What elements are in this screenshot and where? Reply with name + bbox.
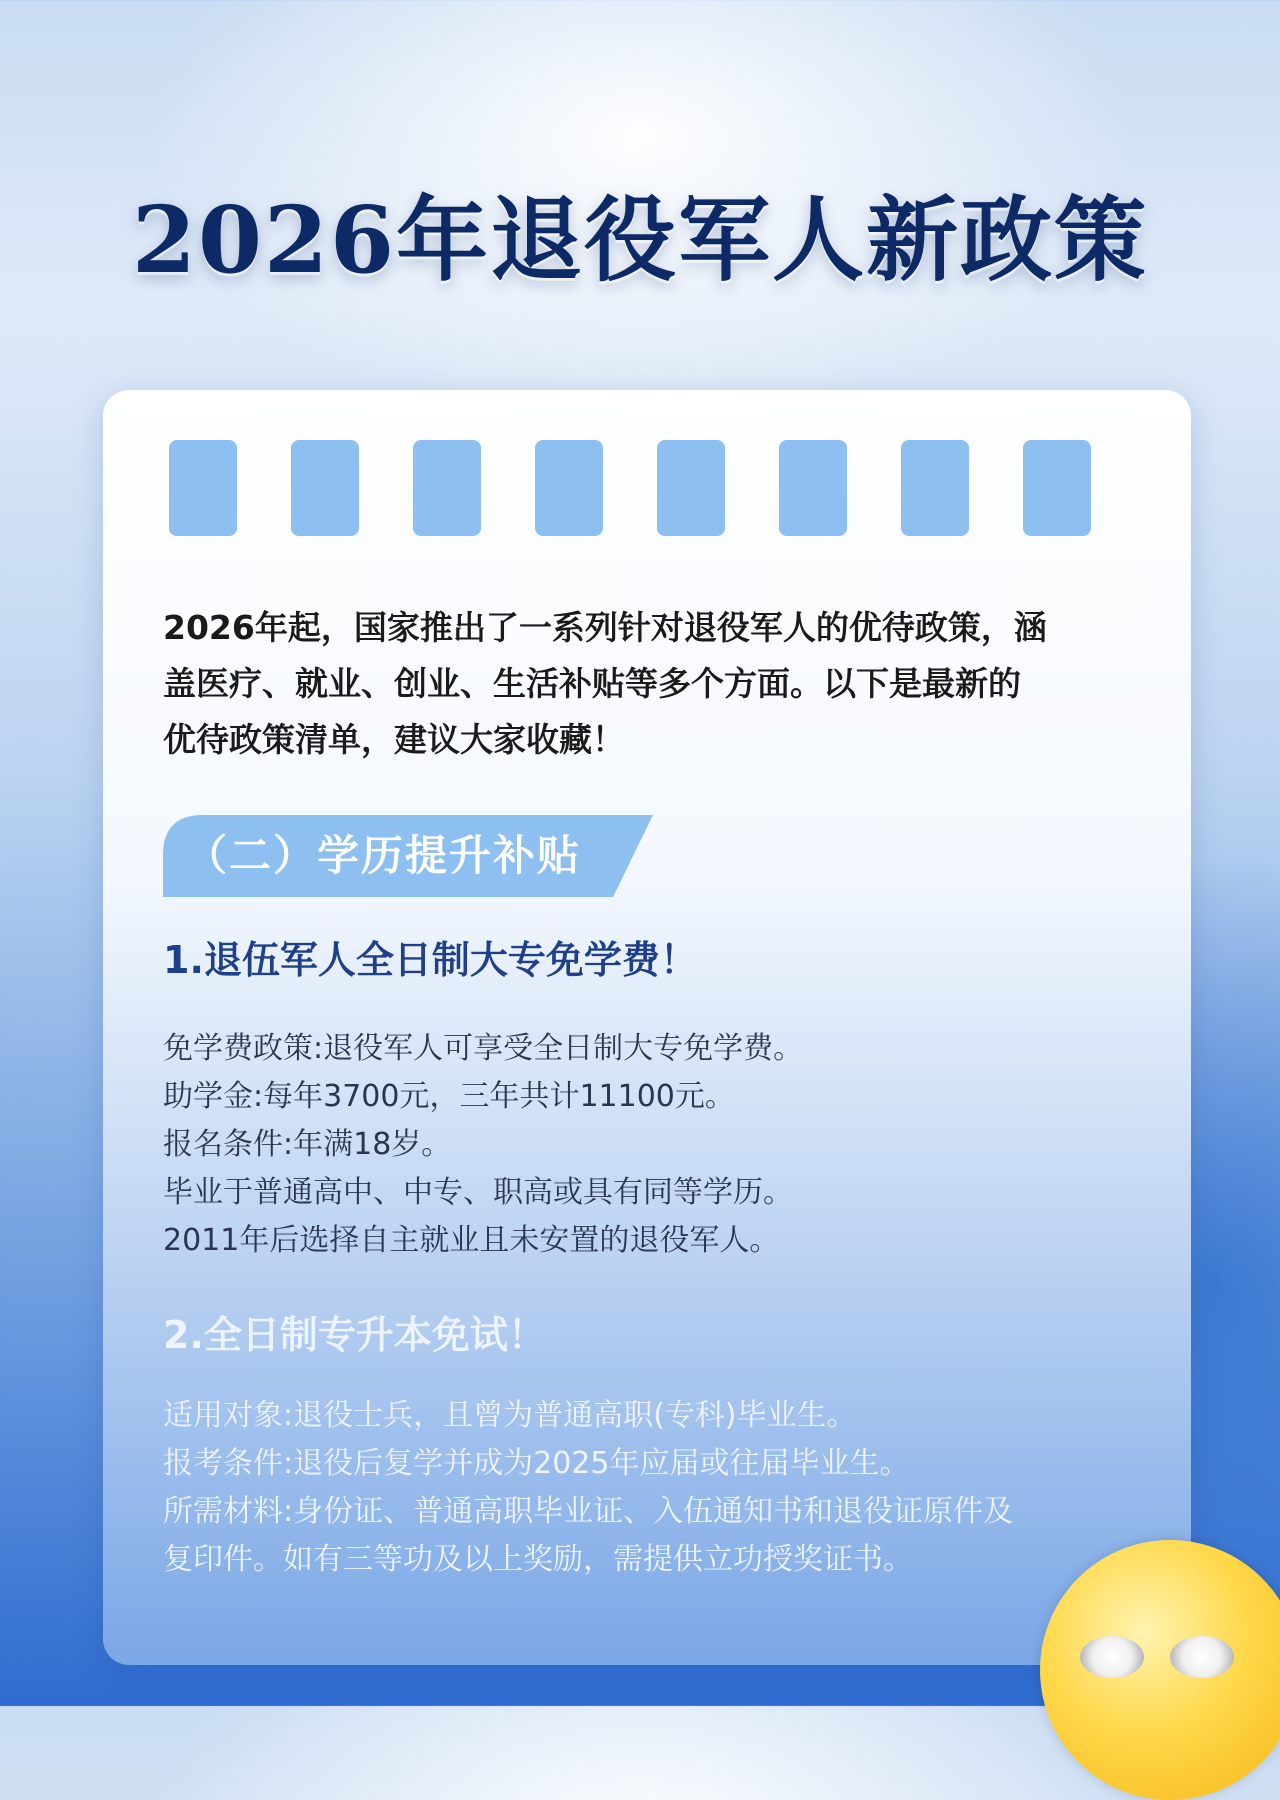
- emoji-eye: [1080, 1636, 1144, 1678]
- item-2-line: 复印件。如有三等功及以上奖励，需提供立功授奖证书。: [163, 1542, 913, 1577]
- item-2-body: [163, 1392, 1143, 1584]
- item-1-line: 毕业于普通高中、中专、职高或具有同等学历。: [163, 1175, 793, 1210]
- sunglasses-emoji-icon: [1040, 1540, 1280, 1800]
- item-2-line: 适用对象:退役士兵，且曾为普通高职(专科)毕业生。: [163, 1398, 857, 1433]
- intro-line: 盖医疗、就业、创业、生活补贴等多个方面。以下是最新的: [163, 664, 1021, 703]
- item-1-line: 免学费政策:退役军人可享受全日制大专免学费。: [163, 1031, 804, 1066]
- binder-tab: [291, 440, 359, 536]
- intro-paragraph: [163, 600, 1133, 768]
- item-2-line: 所需材料:身份证、普通高职毕业证、入伍通知书和退役证原件及: [163, 1494, 1014, 1529]
- emoji-eye: [1170, 1636, 1234, 1678]
- section-heading-tag: [163, 815, 653, 897]
- binder-tab: [413, 440, 481, 536]
- item-1-line: 报名条件:年满18岁。: [163, 1127, 452, 1162]
- binder-tab: [657, 440, 725, 536]
- policy-card: [103, 390, 1191, 1665]
- item-1-body: [163, 1025, 1143, 1265]
- binder-tabs: [169, 440, 1129, 536]
- intro-line: 优待政策清单，建议大家收藏！: [163, 720, 625, 759]
- item-1-line: 2011年后选择自主就业且未安置的退役军人。: [163, 1223, 780, 1258]
- item-1-line: 助学金:每年3700元，三年共计11100元。: [163, 1079, 735, 1114]
- item-1-title: 1.退伍军人全日制大专免学费！: [163, 938, 698, 982]
- section-heading-label: （二）学历提升补贴: [185, 831, 582, 880]
- binder-tab: [535, 440, 603, 536]
- binder-tab: [779, 440, 847, 536]
- binder-tab: [901, 440, 969, 536]
- binder-tab: [169, 440, 237, 536]
- item-2-title: 2.全日制专升本免试！: [163, 1313, 546, 1357]
- item-2-line: 报考条件:退役后复学并成为2025年应届或往届毕业生。: [163, 1446, 910, 1481]
- page-title: 2026年退役军人新政策: [131, 186, 1149, 294]
- intro-line: 2026年起，国家推出了一系列针对退役军人的优待政策，涵: [163, 608, 1047, 647]
- binder-tab: [1023, 440, 1091, 536]
